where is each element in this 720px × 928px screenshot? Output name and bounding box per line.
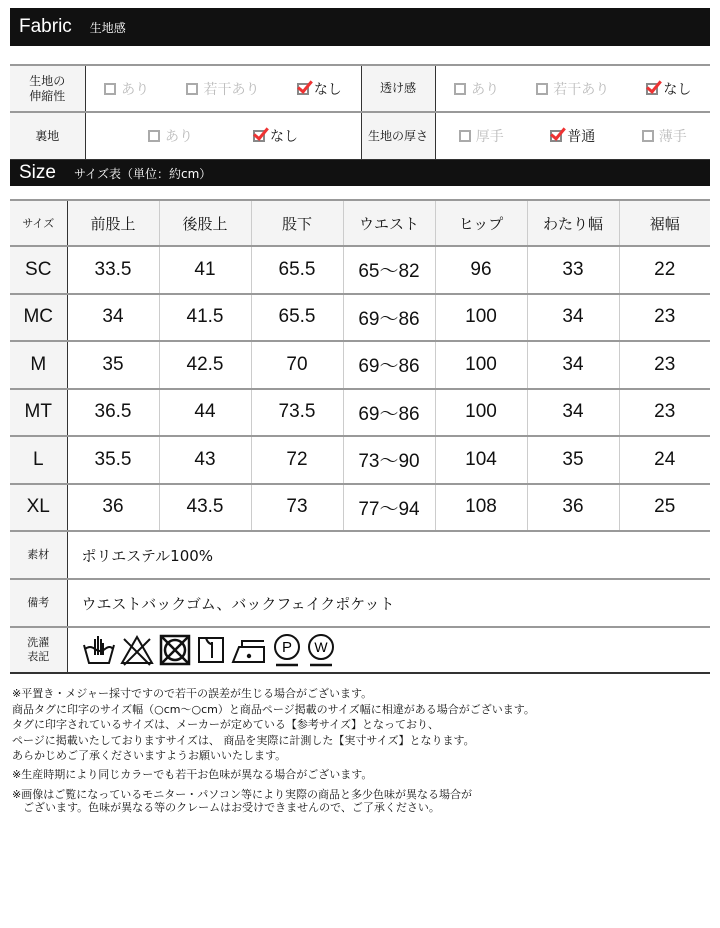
size-cell: 34 [67, 294, 159, 342]
size-cell: 96 [435, 246, 527, 294]
size-header [10, 160, 710, 186]
column-header: 前股上 [67, 200, 159, 246]
size-title: Size [19, 162, 56, 183]
size-cell: 100 [435, 389, 527, 437]
column-header: 股下 [251, 200, 343, 246]
size-cell: 33.5 [67, 246, 159, 294]
size-label: L [10, 436, 67, 484]
size-cell: 69〜86 [343, 294, 435, 342]
sheer-label: 透け感 [361, 65, 435, 112]
stretch-options [85, 65, 361, 112]
size-cell: 73〜90 [343, 436, 435, 484]
size-cell: 42.5 [159, 341, 251, 389]
option-label: なし [663, 81, 692, 98]
fabric-header [10, 8, 710, 46]
lining-options [85, 112, 361, 160]
option-label: 若干あり [203, 81, 260, 98]
note-line: ※画像はご覧になっているモニター・パソコン等により実際の商品と多少色味が異なる場合が [12, 788, 472, 801]
fabric-row [10, 112, 710, 160]
size-cell: 36 [527, 484, 619, 532]
column-header: わたり幅 [527, 200, 619, 246]
size-cell: 65.5 [251, 294, 343, 342]
note-line: あらかじめご了承くださいますようお願いいたします。 [12, 749, 287, 762]
dry-clean-p-icon [272, 632, 302, 668]
sheer-options [435, 65, 710, 112]
option-label: あり [165, 129, 193, 145]
size-cell: 36 [67, 484, 159, 532]
size-cell: 33 [527, 246, 619, 294]
size-cell: 23 [619, 389, 710, 437]
remarks-value: ウエストバックゴム、バックフェイクポケット [67, 579, 710, 627]
size-cell: 70 [251, 341, 343, 389]
stretch-label: 生地の 伸縮性 [10, 65, 85, 112]
no-bleach-icon [120, 633, 154, 667]
note-line: ※平置き・メジャー採寸ですので若干の誤差が生じる場合がございます。 [12, 687, 373, 700]
size-cell: 35.5 [67, 436, 159, 484]
size-cell: 100 [435, 341, 527, 389]
size-cell: 104 [435, 436, 527, 484]
size-cell: 65〜82 [343, 246, 435, 294]
checked-checkbox-icon [253, 130, 265, 142]
size-cell: 41.5 [159, 294, 251, 342]
column-header: 裾幅 [619, 200, 710, 246]
size-cell: 23 [619, 341, 710, 389]
size-table [10, 199, 710, 532]
size-cell: 43 [159, 436, 251, 484]
size-cell: 34 [527, 341, 619, 389]
size-header-row [10, 200, 710, 246]
care-label: 洗濯表記 [10, 627, 67, 673]
size-cell: 72 [251, 436, 343, 484]
checkbox-icon [536, 83, 548, 95]
size-cell: 23 [619, 294, 710, 342]
fabric-title: Fabric [19, 16, 72, 37]
option-label: あり [121, 81, 150, 98]
svg-text:W: W [313, 639, 328, 655]
thickness-options [435, 112, 710, 160]
size-cell: 22 [619, 246, 710, 294]
option-label: あり [471, 81, 500, 98]
option-label: 普通 [567, 129, 596, 145]
size-cell: 24 [619, 436, 710, 484]
fabric-row [10, 65, 710, 112]
size-row [10, 436, 710, 484]
checkbox-icon [459, 130, 471, 142]
notes [12, 686, 535, 814]
remarks-label: 備考 [10, 579, 67, 627]
fabric-table [10, 64, 710, 161]
checked-checkbox-icon [297, 83, 309, 95]
size-cell: 69〜86 [343, 389, 435, 437]
size-label: MT [10, 389, 67, 437]
size-cell: 100 [435, 294, 527, 342]
column-header: ヒップ [435, 200, 527, 246]
note-line: ございます。色味が異なる等のクレームはお受けできませんので、ご了承ください。 [12, 801, 440, 814]
checkbox-icon [104, 83, 116, 95]
size-cell: 77〜94 [343, 484, 435, 532]
checkbox-icon [642, 130, 654, 142]
note-line: ※生産時期により同じカラーでも若干お色味が異なる場合がございます。 [12, 767, 373, 781]
svg-text:P: P [281, 639, 292, 656]
checkbox-icon [454, 83, 466, 95]
size-cell: 35 [527, 436, 619, 484]
wet-clean-w-icon [306, 632, 336, 668]
option-label: 厚手 [475, 129, 504, 145]
line-dry-icon [196, 633, 226, 667]
size-label: XL [10, 484, 67, 532]
size-cell: 36.5 [67, 389, 159, 437]
column-header: 後股上 [159, 200, 251, 246]
column-header: ウエスト [343, 200, 435, 246]
checked-checkbox-icon [550, 130, 562, 142]
note-line: タグに印字されているサイズは、メーカーが定めている【参考サイズ】となっており、 [12, 718, 440, 731]
material-label: 素材 [10, 531, 67, 579]
checkbox-icon [186, 83, 198, 95]
lining-label: 裏地 [10, 112, 85, 160]
size-row [10, 484, 710, 532]
option-label: なし [313, 81, 342, 98]
detail-table [10, 530, 710, 674]
iron-low-icon [230, 633, 268, 667]
size-label: SC [10, 246, 67, 294]
checked-checkbox-icon [646, 83, 658, 95]
size-cell: 25 [619, 484, 710, 532]
size-cell: 65.5 [251, 246, 343, 294]
option-label: 薄手 [658, 129, 687, 145]
size-row [10, 246, 710, 294]
checkbox-icon [148, 130, 160, 142]
size-cell: 44 [159, 389, 251, 437]
size-subtitle: サイズ表（単位：約cm） [73, 166, 212, 181]
size-cell: 34 [527, 294, 619, 342]
size-row [10, 294, 710, 342]
size-cell: 73 [251, 484, 343, 532]
size-cell: 41 [159, 246, 251, 294]
size-cell: 35 [67, 341, 159, 389]
size-label: M [10, 341, 67, 389]
note-line: ページに掲載いたしておりますサイズは、 商品を実際に計測した【実寸サイズ】となります。 [12, 733, 475, 747]
care-icons [67, 627, 710, 673]
thickness-label: 生地の厚さ [361, 112, 435, 160]
column-header: サイズ [10, 200, 67, 246]
size-cell: 73.5 [251, 389, 343, 437]
material-value: ポリエステル100% [67, 531, 710, 579]
fabric-subtitle: 生地感 [89, 20, 126, 35]
size-label: MC [10, 294, 67, 342]
option-label: なし [270, 129, 298, 145]
note-line: 商品タグに印字のサイズ幅（○cm〜○cm）と商品ページ掲載のサイズ幅に相違がある場合がございます。 [12, 702, 535, 716]
option-label: 若干あり [553, 81, 610, 98]
size-row [10, 389, 710, 437]
size-cell: 34 [527, 389, 619, 437]
size-cell: 43.5 [159, 484, 251, 532]
hand-wash-icon [82, 633, 116, 667]
size-cell: 69〜86 [343, 341, 435, 389]
size-cell: 108 [435, 484, 527, 532]
no-tumble-dry-icon [158, 633, 192, 667]
size-row [10, 341, 710, 389]
